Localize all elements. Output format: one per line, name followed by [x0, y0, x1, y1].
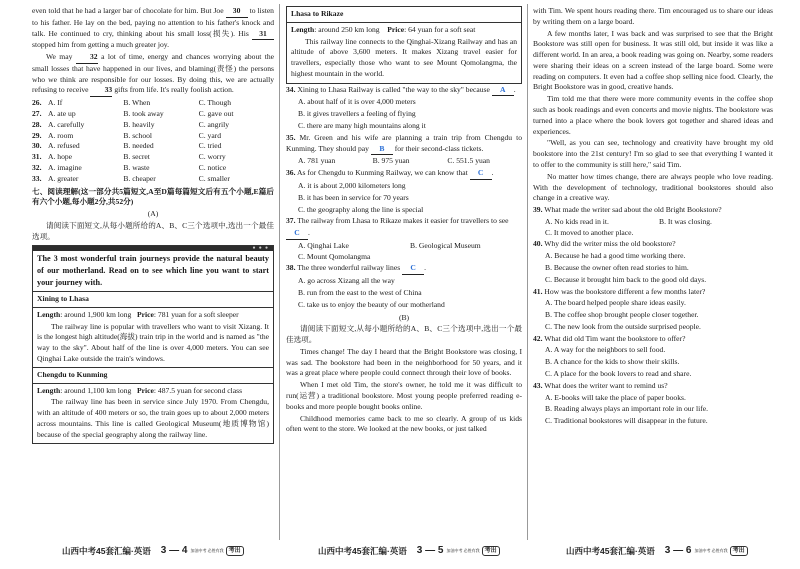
page-footer: 山西中考45套汇编·英语 3 — 5 加油中考 必胜有我 考出: [318, 540, 500, 562]
passage-paragraph: No matter how times change, there are always people who love reading. With the development of technology, traditional bookstores should also change in a creative way.: [533, 171, 773, 203]
option-choice: B. took away: [123, 109, 164, 119]
route-box: [286, 6, 522, 84]
blank-32: 32: [76, 52, 98, 64]
option-choice: A. greater: [48, 173, 79, 183]
passage-paragraph: A few months later, I was back and was surprised to see that the Bright Bookstore was still open for business. It was still old, but inside it was like a different world. In an area, a book reading was going on. Nearby, some readers were sharing their ideas on a screen instead of the large board. Some were reading on computers. It even had a coffee shop selling nice food. Clearly, the Bright Bookstore was in good, creative hands.: [533, 28, 773, 92]
section-title: 七、阅读理解(这一部分共5篇短文,A至D篇每篇短文后有五个小题,E篇后有六个小题,每小题2分,共52分): [32, 186, 274, 207]
question-40: 40. Why did the writer miss the old bookstore? A. Because he had a good time working there. B. Because the owner often read stories to him. C. Because it brought him back to the good old days.: [533, 239, 707, 284]
page-number: 3 — 4: [160, 544, 188, 556]
passage-paragraph: "Well, as you can see, technology and creativity have brought my old bookstore into the 21st century! I'm so glad to see that everything I wanted it to offer to the community is still here," said Tim.: [533, 138, 773, 169]
blank-33: 33: [90, 85, 112, 97]
option-row: [32, 120, 274, 131]
page-footer: 山西中考45套汇编·英语 3 — 4 加油中考 必胜有我 考出: [62, 540, 244, 562]
divider: [33, 367, 273, 368]
option-choice: C. gave out: [198, 109, 234, 119]
answer-36: C: [470, 168, 492, 180]
option-choice: A. ate up: [48, 109, 76, 119]
route-info: Length: around 250 km long Price: 64 yuan for a soft seat: [291, 24, 476, 34]
passage-paragraph: Tim told me that there were more community events in the coffee shop such as book readings and even concerts and movie nights. The bookstore was turned into a place where the book lovers got together and shared ideas and experiences.: [533, 94, 773, 136]
option-row: [32, 152, 274, 163]
option-row: [32, 141, 274, 152]
option-choice: C. notice: [198, 162, 227, 172]
answer-35: B: [371, 144, 393, 156]
question-number: 27.: [32, 109, 42, 119]
route-desc: The railway line has been in service since July 1970. From Chengdu, with an altitude of 400 meters or so, the train goes up to about 2,000 meters across mountains. This line is called Geological Museum(地质博物馆) because of the special geography along the railway line.: [37, 397, 269, 439]
option-choice: B. school: [123, 130, 153, 140]
page-number: 3 — 6: [664, 544, 692, 556]
route-desc: This railway line connects to the Qinghai-Xizang Railway and has an altitude of above 3,600 meters. It makes Xizang travel easier for travellers, especially those who want to see Mount Qomolangma, the highest mountain in the world.: [291, 36, 517, 78]
option-choice: C. Though: [198, 98, 232, 108]
option-choice: C. smaller: [198, 173, 230, 183]
passage-label: (A): [147, 209, 159, 219]
answer-37: C: [286, 228, 308, 240]
option-choice: C. angrily: [198, 119, 230, 129]
option-choice: C. yard: [198, 130, 222, 140]
answer-38: C: [402, 263, 424, 275]
question-37: 37. The railway from Lhasa to Rikaze makes it easier for travellers to see C . A. Qinghai Lake B. Geological Museum C. Mount Qomolangma: [286, 216, 509, 261]
option-choice: B. secret: [123, 152, 150, 162]
divider: [33, 307, 273, 308]
cloze-paragraph: We may 32 a lot of time, energy and chances worrying about the small losses that have happened in our lives, and blaming(责怪) the persons who we think are responsible for our losses. By doing this, we are actually refusing to receive 33 gifts from life. It's really foolish action.: [32, 52, 274, 97]
passage-paragraph: When I met old Tim, the store's owner, he told me it was difficult to run(运营) a traditional bookstore. Most young people preferred reading e-books and more people bought books online.: [286, 380, 522, 411]
option-row: [32, 163, 274, 174]
option-choice: B. heavily: [123, 119, 155, 129]
column-divider: [279, 4, 280, 540]
column-divider: [527, 4, 528, 540]
window-dots-icon: ● ● ●: [252, 246, 269, 252]
question-number: 28.: [32, 119, 42, 129]
question-41: 41. How was the bookstore different a few months later? A. The board helped people share ideas easily. B. The coffee shop brought people closer together. C. The new look from the outside surprised people.: [533, 286, 706, 331]
passage-paragraph: with Tim. We spent hours reading there. Tim encouraged us to share our ideas by writing them on a large board.: [533, 6, 773, 26]
option-choice: A. If: [48, 98, 63, 108]
question-39: 39. What made the writer sad about the old Bright Bookstore? A. No kids read in it. B. It was closing. C. It moved to another place.: [533, 205, 722, 237]
question-number: 30.: [32, 141, 42, 151]
question-number: 32.: [32, 162, 42, 172]
cloze-paragraph: even told that he had a larger bar of chocolate for him. But Joe 30 to listen to his father. He lay on the bed, paying no attention to his father's knock and talk. He continued to cry, thinking about his small loss(损失). His 31 stopped him from getting a much greater joy.: [32, 6, 274, 50]
option-row: [32, 109, 274, 120]
divider: [33, 383, 273, 384]
option-choice: C. worry: [198, 152, 226, 162]
blank-30: 30: [226, 6, 248, 18]
question-34: 34. Xining to Lhasa Railway is called "the way to the sky" because A . A. about half of it is over 4,000 meters B. it gives travellers a feeling of flying C. there are many high mountains along it: [286, 84, 516, 131]
train-journeys-box: [32, 245, 274, 444]
route-info: Length: around 1,100 km long Price: 487.5 yuan for second class: [37, 385, 243, 395]
option-row: [32, 174, 274, 185]
question-number: 31.: [32, 152, 42, 162]
passage-paragraph: Childhood memories came back to me so clearly. A group of us kids often went to the store. We looked at the new books, or just talked: [286, 413, 522, 434]
brand-logo-icon: 考出: [226, 546, 244, 557]
option-choice: B. needed: [123, 141, 154, 151]
question-number: 33.: [32, 173, 42, 183]
question-38: 38. The three wonderful railway lines C . A. go across Xizang all the way B. run from the east to the west of China C. take us to enjoy the beauty of our motherland: [286, 263, 445, 309]
question-43: 43. What does the writer want to remind us? A. E-books will take the place of paper books. B. Reading always plays an important role in our life. C. Traditional bookstores will disappear in the future.: [533, 380, 709, 426]
option-choice: A. imagine: [48, 162, 82, 172]
option-choice: A. room: [48, 130, 74, 140]
page-number: 3 — 5: [416, 544, 444, 556]
option-row: [32, 98, 274, 109]
column-right: [533, 6, 773, 536]
route-title: Lhasa to Rikaze: [291, 9, 344, 18]
column-left: [32, 6, 274, 536]
page-footer: 山西中考45套汇编·英语 3 — 6 加油中考 必胜有我 考出: [566, 540, 748, 562]
box-title: The 3 most wonderful train journeys provide the natural beauty of our motherland. Read on to see which line you want to start your journey with.: [37, 254, 269, 288]
instruction: 请阅读下面短文,从每小题所给的A、B、C三个选项中,选出一个最佳选项。: [32, 220, 274, 241]
answer-34: A: [492, 85, 514, 97]
option-choice: A. refused: [48, 141, 80, 151]
question-36: 36. As for Chengdu to Kunming Railway, we can know that C . A. it is about 2,000 kilometers long B. it has been in service for 70 years C. the geography along the line is special: [286, 168, 494, 214]
divider: [33, 291, 273, 292]
divider: [287, 22, 521, 23]
route-title: Chengdu to Kunming: [37, 369, 108, 379]
passage-label: (B): [398, 312, 410, 322]
question-number: 26.: [32, 98, 42, 108]
route-title: Xining to Lhasa: [37, 294, 89, 304]
passage-paragraph: Times change! The day I heard that the Bright Bookstore was closing, I was sad. The bookstore had been in the neighborhood for 50 years, and it was a great place where people could connect through their love of books.: [286, 346, 522, 378]
box-header-bar: [33, 246, 273, 251]
route-info: Length: around 1,900 km long Price: 781 yuan for a soft sleeper: [37, 309, 239, 319]
option-choice: A. hope: [48, 152, 73, 162]
instruction: 请阅读下面短文,从每小题所给的A、B、C三个选项中,选出一个最佳选项。: [286, 324, 522, 345]
question-42: 42. What did old Tim want the bookstore to offer? A. A way for the neighbors to sell food. B. A chance for the kids to show their skills. C. A place for the book lovers to read and share.: [533, 333, 692, 378]
brand-logo-icon: 考出: [482, 546, 500, 557]
option-row: [32, 131, 274, 142]
option-choice: B. cheaper: [123, 173, 156, 183]
question-number: 29.: [32, 130, 42, 140]
cloze-options: [32, 98, 274, 184]
option-choice: B. When: [123, 98, 151, 108]
option-choice: B. waste: [123, 162, 150, 172]
option-choice: C. tried: [198, 141, 222, 151]
option-choice: A. carefully: [48, 119, 85, 129]
blank-31: 31: [252, 29, 274, 41]
route-desc: The railway line is popular with travellers who want to visit Xizang. It is the longest high altitude(海拔) train trip in the world and is named as "the way to the sky". About half of the line is over 4,000 meters. You can see Qinghai Lake outside the train's windows.: [37, 321, 269, 363]
question-35: 35. Mr. Green and his wife are planning a train trip from Chengdu to Kunming. They should pay B for their second-class tickets. A. 781 yuan B. 975 yuan C. 551.5 yuan: [286, 132, 522, 166]
column-middle: [286, 6, 522, 536]
brand-logo-icon: 考出: [730, 546, 748, 557]
